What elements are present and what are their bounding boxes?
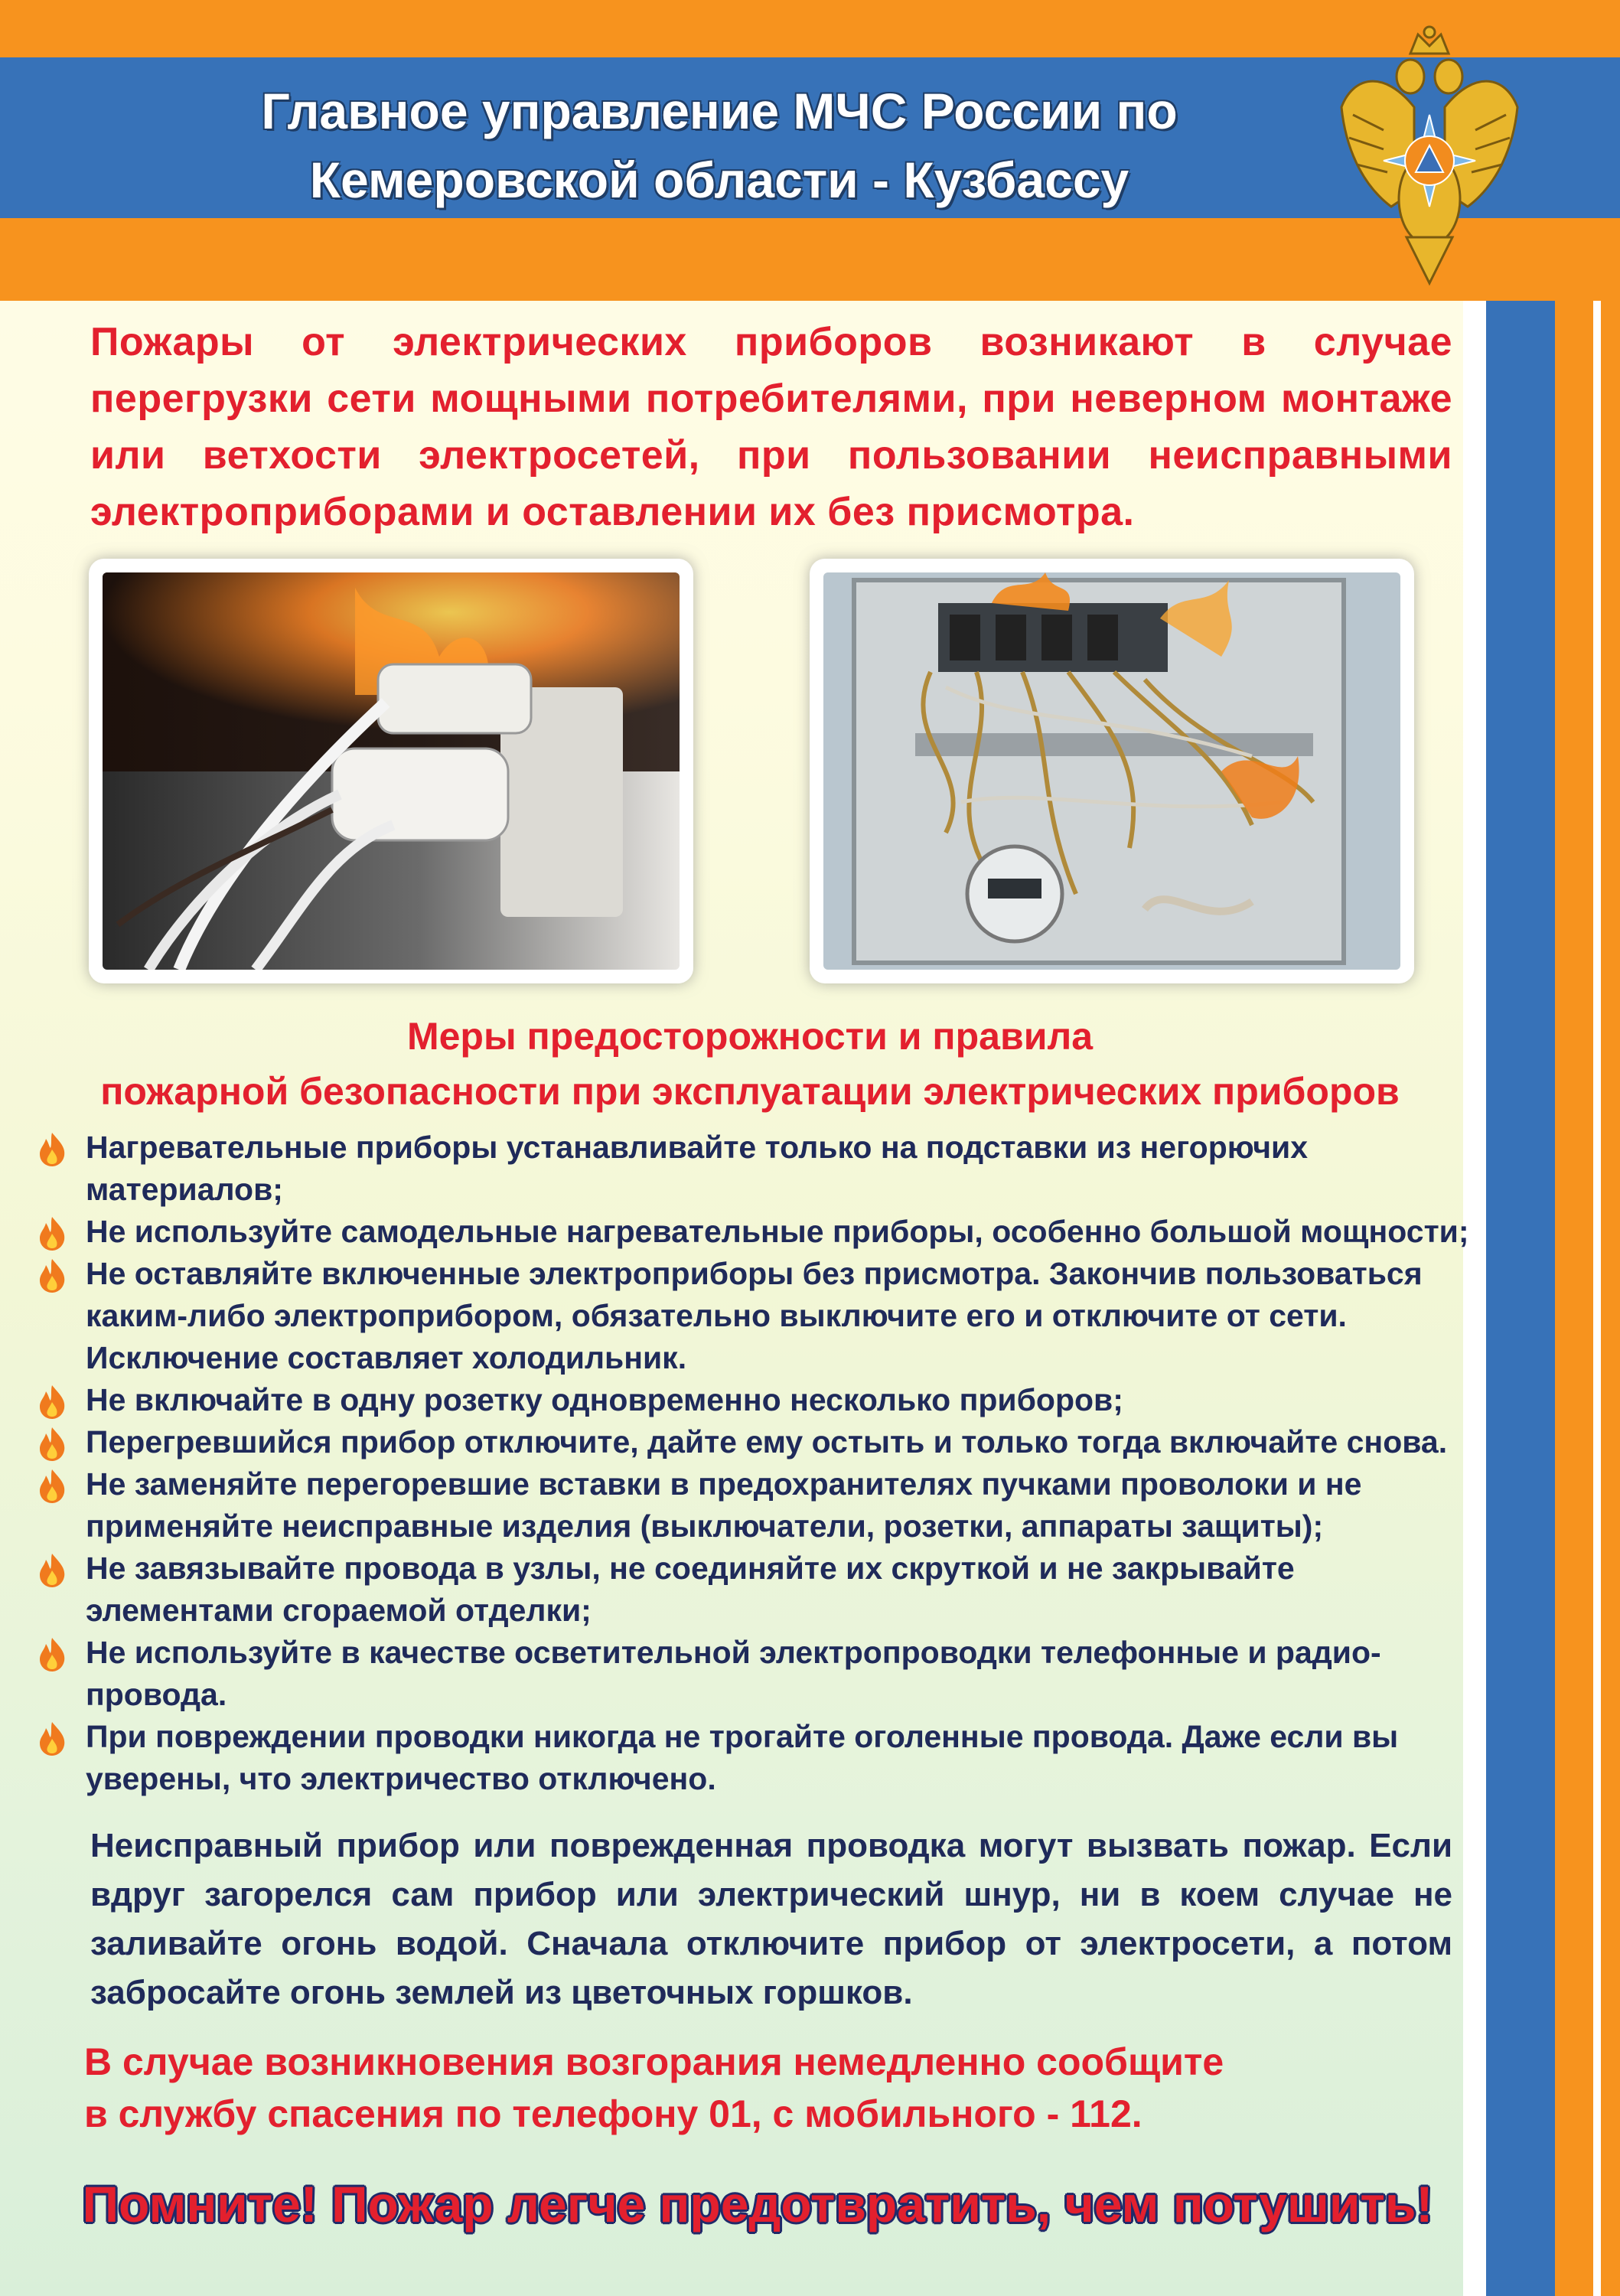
header-title-line1: Главное управление МЧС России по (261, 83, 1178, 139)
rule-text: Не оставляйте включенные электроприборы без присмотра. Закончив пользоваться каким-либо электроприбором, обязательно выключите его и отключите от сети. Исключение составляет холодильник. (86, 1256, 1423, 1375)
rule-text: При повреждении проводки никогда не трогайте оголенные провода. Даже если вы уверены, что электричество отключено. (86, 1719, 1399, 1796)
list-item (31, 1463, 1469, 1548)
emergency-call-notice (84, 2036, 1446, 2140)
right-stripe-orange (1555, 301, 1593, 2296)
header-title (92, 77, 1347, 214)
list-item (31, 1253, 1469, 1379)
intro-paragraph: Пожары от электрических приборов возникают в случае перегрузки сети мощными потребителями, при неверном монтаже или ветхости электросетей, при пользовании неисправными электроприборами и оставлении их без присмотра. (90, 320, 1452, 534)
rule-text: Не заменяйте перегоревшие вставки в предохранителях пучками проволоки и не применяйте неисправные изделия (выключатели, розетки, аппараты защиты); (86, 1466, 1362, 1544)
flame-icon (35, 1426, 69, 1461)
burning-panel-illustration (823, 572, 1400, 970)
list-item (31, 1379, 1469, 1421)
header-title-line2: Кемеровской области - Кузбассу (309, 152, 1129, 208)
emergency-call-line2: в службу спасения по телефону 01, с мобильного - 112. (84, 2092, 1142, 2135)
flame-icon (35, 1215, 69, 1251)
right-stripe-orange-edge (1601, 301, 1620, 2296)
rule-text: Перегревшийся прибор отключите, дайте ему остыть и только тогда включайте снова. (86, 1424, 1448, 1459)
mchs-emblem-icon (1338, 23, 1521, 291)
flame-icon (35, 1552, 69, 1587)
burning-socket-illustration (103, 572, 680, 970)
flame-icon (35, 1720, 69, 1756)
list-item (31, 1127, 1469, 1211)
flame-icon (35, 1257, 69, 1293)
measures-title (31, 1009, 1469, 1119)
flame-icon (35, 1131, 69, 1166)
list-item (31, 1421, 1469, 1463)
list-item (31, 1548, 1469, 1632)
emergency-call-line1: В случае возникновения возгорания немедленно сообщите (84, 2040, 1224, 2083)
right-stripe-white-thin (1593, 301, 1601, 2296)
rule-text: Не используйте самодельные нагревательные приборы, особенно большой мощности; (86, 1214, 1469, 1249)
measures-title-line1: Меры предосторожности и правила (406, 1015, 1094, 1058)
list-item (31, 1716, 1469, 1800)
rule-text: Не завязывайте провода в узлы, не соединяйте их скруткой и не закрывайте элементами сгораемой отделки; (86, 1551, 1295, 1628)
photo-burning-socket (89, 559, 693, 983)
list-item (31, 1211, 1469, 1253)
flame-icon (35, 1384, 69, 1419)
safety-rules-list (31, 1127, 1469, 1800)
rule-text: Не включайте в одну розетку одновременно несколько приборов; (86, 1382, 1123, 1417)
rule-text: Не используйте в качестве осветительной электропроводки телефонные и радио-провода. (86, 1635, 1381, 1712)
photo-burning-electric-panel (810, 559, 1414, 983)
list-item (31, 1632, 1469, 1716)
remember-slogan: Помните! Пожар легче предотвратить, чем потушить! (82, 2176, 1433, 2232)
warning-paragraph: Неисправный прибор или поврежденная проводка могут вызвать пожар. Если вдруг загорелся сам прибор или электрический шнур, ни в коем случае не заливайте огонь водой. Сначала отключите прибор от электросети, а потом забросайте огонь землей из цветочных горшков. (90, 1827, 1452, 2011)
right-stripe-blue (1486, 301, 1555, 2296)
flame-icon (35, 1636, 69, 1671)
measures-title-line2: пожарной безопасности при эксплуатации электрических приборов (100, 1070, 1400, 1113)
flame-icon (35, 1468, 69, 1503)
rule-text: Нагревательные приборы устанавливайте только на подставки из негорючих материалов; (86, 1130, 1308, 1207)
